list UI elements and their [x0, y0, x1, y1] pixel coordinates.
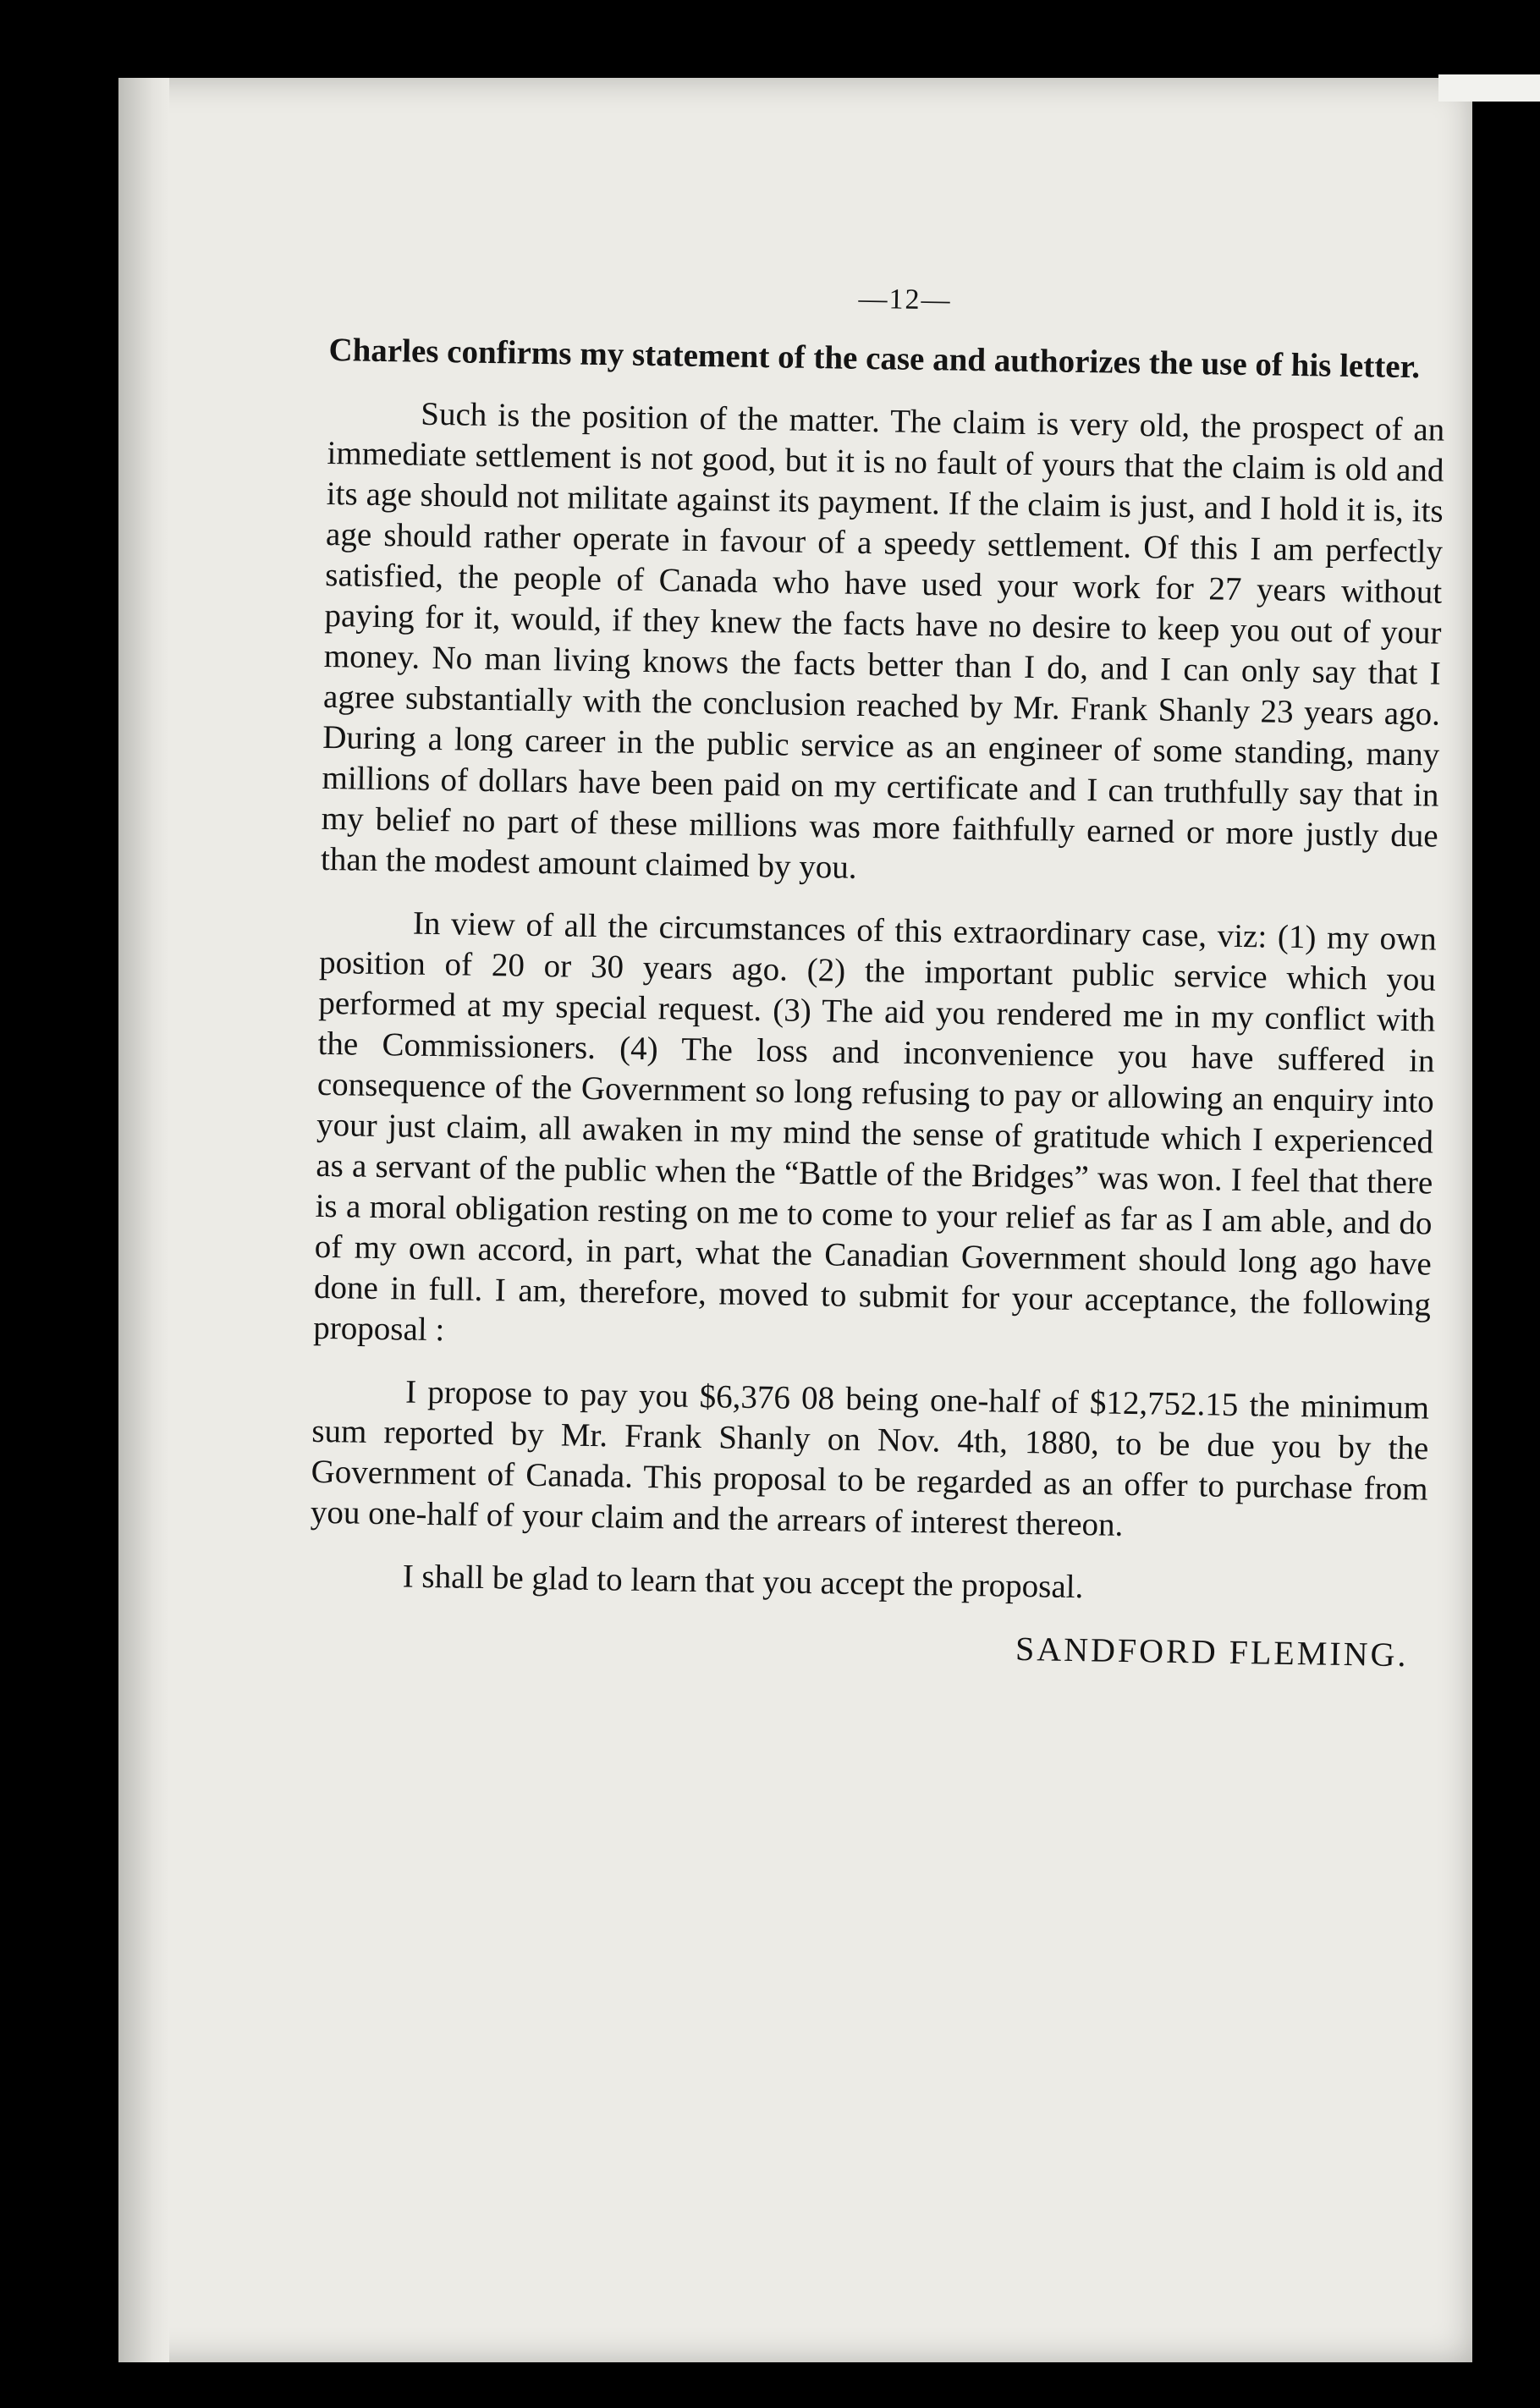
- paragraph-1: Charles confirms my statement of the case and authorizes the use of his letter.: [328, 331, 1421, 386]
- paragraph-3: In view of all the circumstances of this extraordinary case, viz: (1) my own position of 20 or 30 years ago. (2) the important public service which you performed at my special request. (3) The aid you rendered me in my conflict with the Commissioners. (4) The loss and inconvenience you have suffered in consequence of the Government so long refusing to pay or allowing an enquiry into your just claim, all awaken in my mind the sense of gratitude which I experienced as a servant of the public when the “Battle of the Bridges” was won. I feel that there is a moral obligation resting on me to come to your relief as far as I am able, and do of my own accord, in part, what the Canadian Government should long ago have done in full. I am, therefore, moved to submit for your acceptance, the following proposal :: [313, 904, 1438, 1349]
- page-content: [308, 271, 1447, 1676]
- page-number: —12—: [858, 283, 952, 316]
- paragraph-5: I shall be glad to learn that you accept the proposal.: [402, 1558, 1084, 1606]
- page-corner-strip: [1438, 74, 1540, 102]
- paragraph-4: I propose to pay you $6,376 08 being one-half of $12,752.15 the minimum sum reported by Mr. Frank Shanly on Nov. 4th, 1880, to be due you by the Government of Canada. This proposal to be regarded as an offer to purchase from you one-half of your claim and the arrears of interest thereon.: [310, 1373, 1430, 1543]
- paragraph-2: Such is the position of the matter. The claim is very old, the prospect of an immediate settlement is not good, but it is no fault of yours that the claim is old and its age should not militate against its payment. If the claim is just, and I hold it is, its age should rather operate in favour of a speedy settlement. Of this I am perfectly satisfied, the people of Canada who have used your work for 27 years without paying for it, would, if they knew the facts have no desire to keep you out of your money. No man living knows the facts better than I do, and I can only say that I agree substantially with the conclusion reached by Mr. Frank Shanly 23 years ago. During a long career in the public service as an engineer of some standing, many millions of dollars have been paid on my certificate and I can truthfully say that in my belief no part of these millions was more faithfully earned or more justly due than the modest amount claimed by you.: [320, 395, 1445, 886]
- page-binding-edge: [118, 78, 169, 2362]
- signature: SANDFORD FLEMING.: [1015, 1629, 1409, 1674]
